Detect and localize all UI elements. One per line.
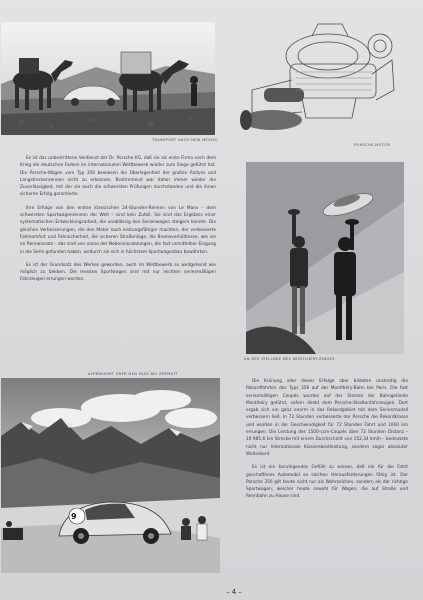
text-column-right: [246, 378, 408, 590]
paragraph: Es ist ein beruhigendes Gefühl zu wissen, daß ein für die Fahrt geschaffenes Automobil so solchen Herausforderungen fähig ist. Der Porsche 356 gilt heute nicht nur als Wahrzeichen, sondern als der richtige Sportwagen, welcher heute sowohl für Wagen, die auf Straße und Rennbahn zu Hause sind.: [246, 465, 408, 500]
alpine-rally-photo: [1, 378, 220, 573]
engine-illustration: [232, 20, 408, 150]
caption-mountain: ALPENFAHRT ÜBER DEN PASS BEI ZERMATT: [88, 372, 179, 376]
caption-men: AN DER ZIELLINIE DES MONTLHÉRY-RINGES: [244, 357, 335, 361]
paragraph: Es ist der Grundsatz des Werkes geworden, auch im Wettbewerb so weitgehend wie möglich zu bleiben. Die meisten Sportwagen sind mit nur leichten serienmäßigen Fahrzeugen errungen worden.: [20, 262, 216, 283]
paragraph: Ihre Erfolge von den ersten klassischen 24-Stunden-Rennen von Le Mans – dem schwersten Sportwagenrennen der Welt – sind kein Zufall. Sie sind das Ergebnis einer systematischen Entwicklungsarbeit, die unablässig den Serienwagen steigern konnte. Die gleichen Verbesserungen, die den Motor noch leistungsfähiger machten, der verbesserte Fahrkomfort und Fahrsicherheit, die sicheren Straßenlage, die Bremsverhältnisse, wie sie im Renneinsatz – das sind von vorne der Nebeneinsatzungen, die fast unmittelbar Eingang in die Serie gefunden haben, wodurch sie sich in höchstem Sportwagenbau bewährten.: [20, 205, 216, 255]
paragraph: Die Krönung aller dieser Erfolge aber bildeten unstreitig die Rekordfahrten des Typs 356 auf der Montlhéry-Bahn bei Paris. Die fast serienmäßigen Coupés wurden auf der Strecke der Bahngelände Montlhéry geführt, sofern direkt dem Porsche-Straßenfahrzeugen. Dort ergab sich ein ganz enorm in das Rekordgebiet mit dem Serienmodell verbessern ließ. In 72 Stunden verbesserte der Porsche die Rekordklasse und wurden in der Geschwindigkeit für 72 Stunden Fahrt und 1000 km errungen. Die Leistung des 1500-ccm-Coupés über 72 Stunden Distanz – 10 985,6 km Strecke mit einem Durchschnitt von 152,34 km/h – bedeutete nicht nur Internationale Klassenbestleistung, sondern sogar absoluter Weltrekord.: [246, 379, 408, 457]
svg-text:9: 9: [71, 512, 77, 521]
caption-engine: PORSCHE-MOTOR: [354, 143, 391, 147]
page-number: – 4 –: [226, 588, 242, 596]
caption-camels: TRANSPORT NACH NEW MEXIKO: [152, 138, 219, 142]
montlhery-finish-photo: [246, 162, 404, 354]
paragraph: Es ist das unbestrittene Verdienst der Dr. Porsche KG, daß sie als erste Firma nach dem Krieg die deutschen Farben im internationalen Wettbewerb wieder zum Siege geführt hat. Die Porsche-Wagen vom Typ 356 bewiesen die Überlegenheit der großen Rallyes und Langstreckenrennen nicht zu erkennen. Bestimmend war daher immer wieder die Zuverlässigkeit, mit der sie auch die schwersten Prüfungen durchstanden und die ihnen sicheren Erfolg garantierte.: [20, 156, 216, 198]
camel-caravan-photo: [1, 22, 215, 135]
text-column-left: [20, 155, 216, 365]
